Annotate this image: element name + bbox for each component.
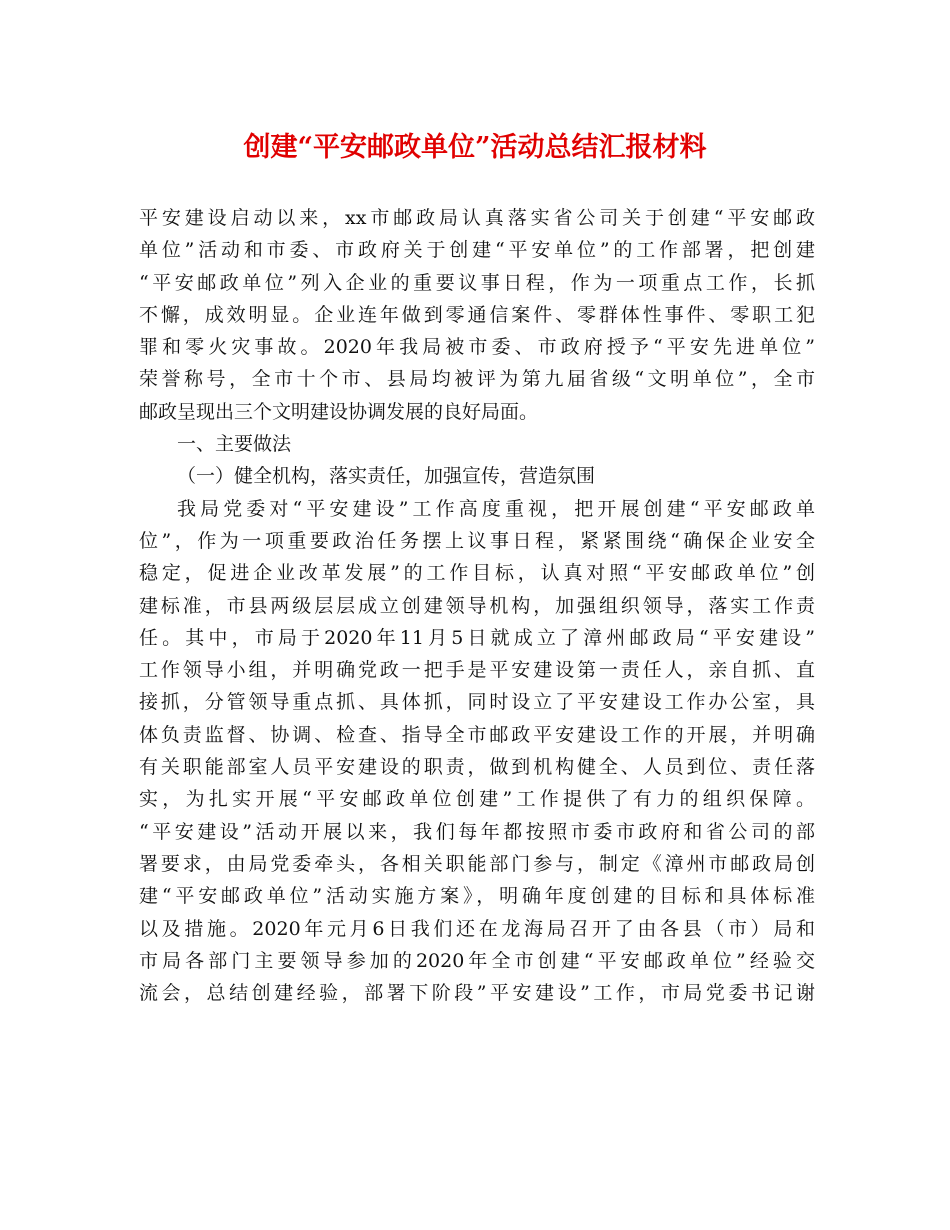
paragraph-line: 稳定，促进企业改革发展”的工作目标，认真对照“平安邮政单位”创 <box>139 562 815 585</box>
section-heading: 一、主要做法 <box>177 433 292 456</box>
paragraph-line: 荣誉称号，全市十个市、县局均被评为第九届省级“文明单位”，全市 <box>139 368 815 391</box>
paragraph-line: 罪和零火灾事故。2020年我局被市委、市政府授予“平安先进单位” <box>139 336 815 359</box>
paragraph-line: 体负责监督、协调、检查、指导全市邮政平安建设工作的开展，并明确 <box>139 723 815 746</box>
paragraph-line: 邮政呈现出三个文明建设协调发展的良好局面。 <box>139 400 539 423</box>
paragraph-line: 有关职能部室人员平安建设的职责，做到机构健全、人员到位、责任落 <box>139 756 815 779</box>
paragraph-line: 不懈，成效明显。企业连年做到零通信案件、零群体性事件、零职工犯 <box>139 303 815 326</box>
paragraph-line: 我局党委对“平安建设”工作高度重视，把开展创建“平安邮政单 <box>177 497 815 520</box>
document-body <box>139 202 815 1009</box>
paragraph-line: 接抓，分管领导重点抓、具体抓，同时设立了平安建设工作办公室，具 <box>139 691 815 714</box>
paragraph-line: 流会，总结创建经验，部署下阶段”平安建设”工作，市局党委书记谢 <box>139 982 815 1005</box>
paragraph-line: 平安建设启动以来，xx市邮政局认真落实省公司关于创建“平安邮政 <box>139 207 815 229</box>
paragraph-line: 建“平安邮政单位”活动实施方案》，明确年度创建的目标和具体标准 <box>139 885 815 908</box>
paragraph-line: “平安建设”活动开展以来，我们每年都按照市委市政府和省公司的部 <box>139 820 815 843</box>
paragraph-line: 实，为扎实开展“平安邮政单位创建”工作提供了有力的组织保障。 <box>139 788 815 811</box>
paragraph-line: 任。其中，市局于2020年11月5日就成立了漳州邮政局“平安建设” <box>139 626 815 649</box>
paragraph-line: 建标准，市县两级层层成立创建领导机构，加强组织领导，落实工作责 <box>139 594 815 617</box>
paragraph-line: 市局各部门主要领导参加的2020年全市创建“平安邮政单位”经验交 <box>139 949 815 972</box>
paragraph-line: 以及措施。2020年元月6日我们还在龙海局召开了由各县（市）局和 <box>139 917 815 940</box>
paragraph-line: 单位”活动和市委、市政府关于创建“平安单位”的工作部署，把创建 <box>139 239 815 262</box>
subsection-heading: （一）健全机构，落实责任，加强宣传，营造氛围 <box>177 465 596 488</box>
paragraph-line: 工作领导小组，并明确党政一把手是平安建设第一责任人，亲自抓、直 <box>139 659 815 682</box>
paragraph-line: 署要求，由局党委牵头，各相关职能部门参与，制定《漳州市邮政局创 <box>139 852 815 875</box>
paragraph-line: 位”，作为一项重要政治任务摆上议事日程，紧紧围绕“确保企业安全 <box>139 529 815 552</box>
paragraph-line: “平安邮政单位”列入企业的重要议事日程，作为一项重点工作，长抓 <box>139 271 815 294</box>
document-title: 创建“平安邮政单位”活动总结汇报材料 <box>243 132 707 163</box>
